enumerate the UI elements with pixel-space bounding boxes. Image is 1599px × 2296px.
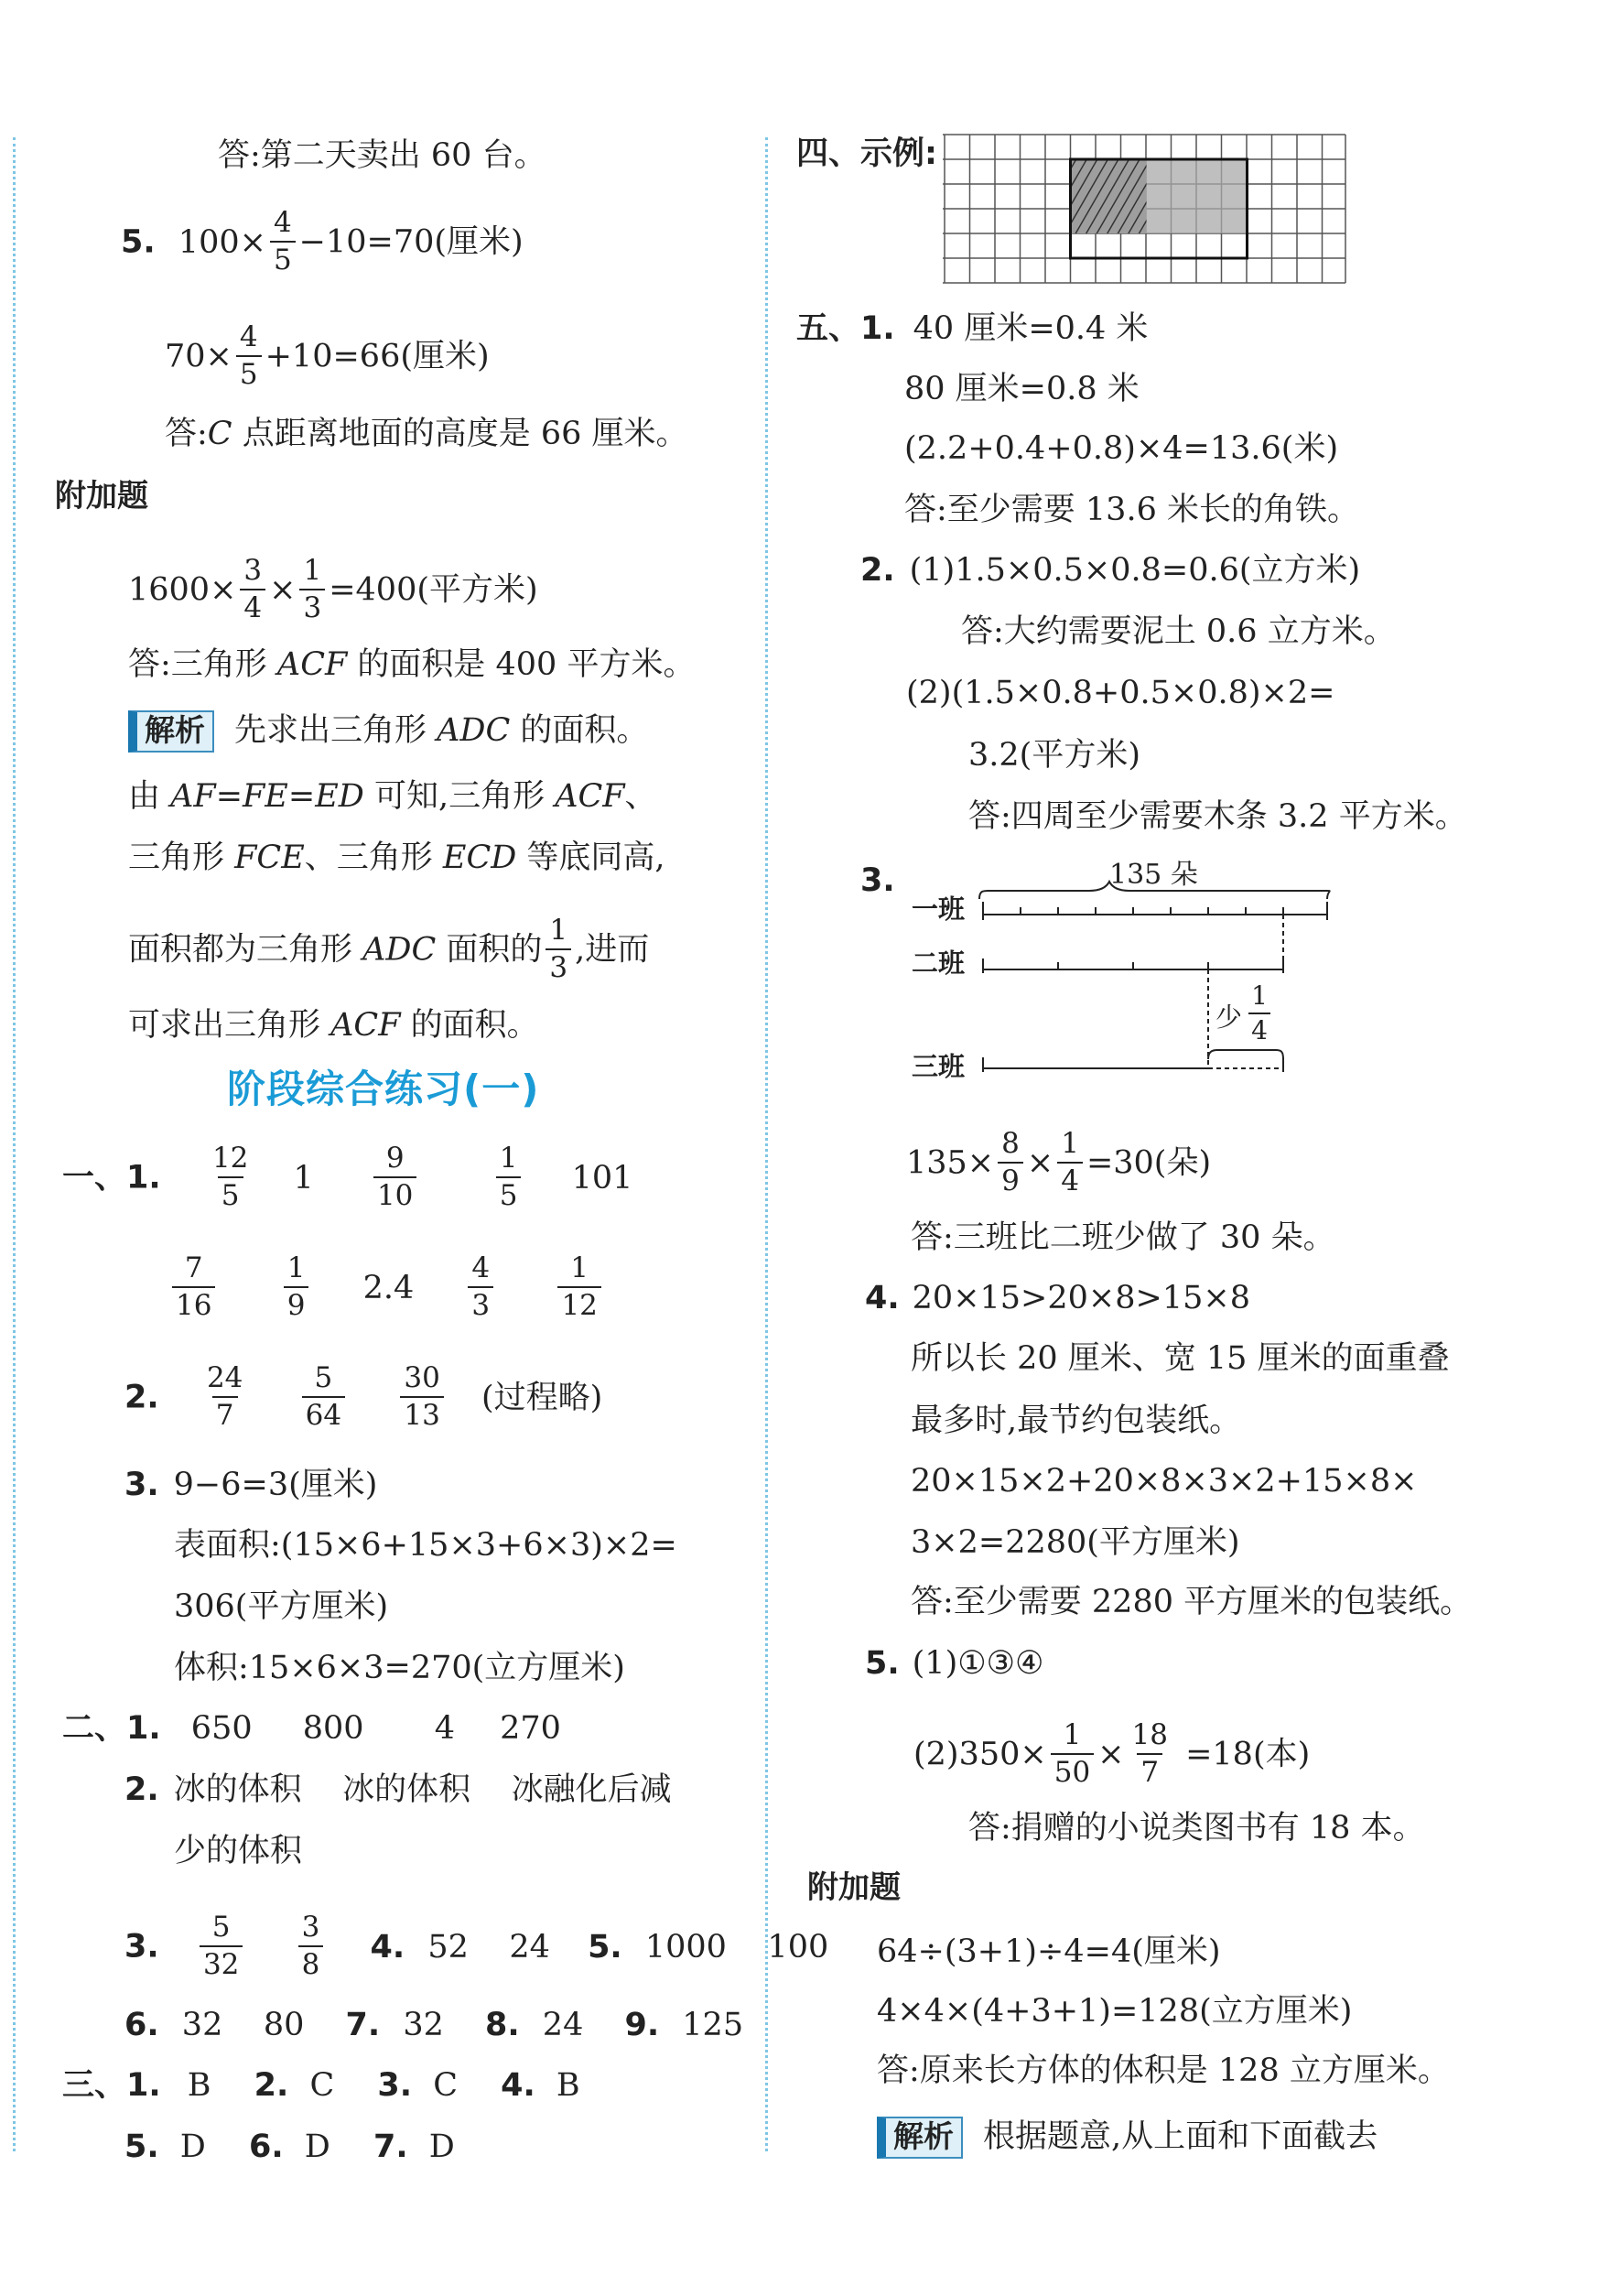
value: 32 bbox=[403, 2007, 444, 2043]
numerator: 1 bbox=[1063, 1718, 1082, 1751]
denominator: 4 bbox=[1057, 1162, 1083, 1196]
s5-q5-line2 bbox=[913, 1718, 1311, 1789]
s5-q4-line1 bbox=[865, 1278, 1250, 1318]
s2-q6-q9 bbox=[124, 2005, 743, 2045]
analysis-tag: 解析 bbox=[128, 710, 214, 753]
expr-text: 306(平方厘米) bbox=[174, 1588, 389, 1625]
bonus-title bbox=[55, 476, 148, 516]
bonus-answer bbox=[128, 644, 695, 685]
numerator: 3 bbox=[301, 1911, 320, 1944]
analysis-line-4 bbox=[128, 914, 650, 984]
answer-text: 答:四周至少需要木条 3.2 平方米。 bbox=[968, 798, 1467, 835]
s5-q4-line2 bbox=[911, 1338, 1450, 1379]
numerator: 1 bbox=[570, 1251, 589, 1284]
answer-text: 答: bbox=[165, 416, 208, 452]
numerator: 18 bbox=[1131, 1718, 1168, 1751]
triangle-label: ACF bbox=[330, 1007, 401, 1044]
analysis-tag: 解析 bbox=[877, 2117, 963, 2159]
bonus-title-text: 附加题 bbox=[55, 478, 148, 514]
right-bonus-line3 bbox=[877, 2051, 1450, 2091]
fraction bbox=[284, 1251, 309, 1322]
right-bonus-line2 bbox=[877, 1991, 1352, 2031]
question-number: 一、1. bbox=[62, 1159, 161, 1197]
analysis-text: 、 bbox=[624, 778, 657, 815]
numerator: 12 bbox=[211, 1142, 249, 1175]
hatched-rect bbox=[1071, 159, 1147, 233]
answer-line bbox=[218, 135, 546, 176]
numerator: 5 bbox=[314, 1361, 333, 1394]
question-number: 三、1. bbox=[62, 2067, 161, 2104]
answer-text: 答:第二天卖出 60 台。 bbox=[218, 137, 546, 174]
triangle-label: ADC bbox=[362, 931, 437, 969]
answer-text: 的面积是 400 平方米。 bbox=[347, 646, 696, 683]
expr-text: 20×15×2+20×8×3×2+15×8× bbox=[911, 1463, 1418, 1500]
fraction bbox=[373, 1144, 416, 1210]
answer-text: 答:原来长方体的体积是 128 立方厘米。 bbox=[877, 2052, 1450, 2089]
expr-text: =400(平方米) bbox=[329, 571, 538, 609]
choice-answer: D bbox=[428, 2128, 455, 2165]
less-label: 少 bbox=[1215, 1002, 1243, 1033]
s3-row2 bbox=[124, 2127, 455, 2167]
question-number: 3. bbox=[124, 1467, 159, 1503]
numerator: 1 bbox=[499, 1142, 518, 1175]
point-label: C bbox=[207, 416, 232, 452]
s1-q3-line4 bbox=[174, 1648, 625, 1688]
fraction bbox=[496, 1144, 522, 1210]
question-number: 6. bbox=[249, 2128, 284, 2165]
analysis-text: 的面积。 bbox=[510, 712, 649, 749]
value: 650 bbox=[190, 1710, 253, 1747]
answer-text: 冰的体积 冰的体积 冰融化后减 bbox=[173, 1771, 672, 1808]
class1-bar bbox=[983, 902, 1327, 920]
s5-q4-line6 bbox=[911, 1582, 1472, 1622]
answer-text: 少的体积 bbox=[174, 1833, 303, 1869]
fraction bbox=[1051, 1718, 1094, 1789]
question-number: 2. bbox=[860, 552, 895, 589]
expr-text: (1)①③④ bbox=[912, 1645, 1044, 1682]
s1-q3-line3 bbox=[174, 1587, 388, 1627]
expr-text: 3×2=2280(平方厘米) bbox=[911, 1524, 1240, 1561]
analysis-text: 的面积。 bbox=[400, 1007, 539, 1044]
analysis-text: 、三角形 bbox=[304, 839, 443, 876]
answer-text: 答:大约需要泥土 0.6 立方米。 bbox=[961, 613, 1396, 650]
choice-answer: B bbox=[187, 2067, 211, 2104]
expr-text: 3.2(平方米) bbox=[968, 737, 1140, 774]
q5-answer bbox=[165, 414, 688, 454]
s5-q5-answer bbox=[968, 1808, 1425, 1848]
answer-text: 答:三班比二班少做了 30 朵。 bbox=[911, 1219, 1335, 1256]
numerator: 8 bbox=[1001, 1127, 1020, 1160]
denominator: 16 bbox=[172, 1286, 215, 1320]
right-bonus-title bbox=[807, 1868, 901, 1908]
s5-q4-line3 bbox=[911, 1401, 1241, 1441]
s1-q3-line2 bbox=[174, 1525, 677, 1565]
value: 1000 100 bbox=[644, 1928, 829, 1966]
class2-bar bbox=[983, 958, 1283, 973]
question-number: 2. bbox=[254, 2067, 289, 2104]
value: 4 bbox=[434, 1710, 455, 1747]
denominator: 8 bbox=[298, 1945, 324, 1979]
expr-text: (1)1.5×0.5×0.8=0.6(立方米) bbox=[909, 552, 1361, 589]
denominator: 3 bbox=[299, 589, 325, 623]
answer-text: 答:至少需要 2280 平方厘米的包装纸。 bbox=[911, 1584, 1473, 1620]
value: 32 80 bbox=[181, 2007, 305, 2043]
analysis-line-2 bbox=[128, 776, 657, 817]
expr-text: 20×15>20×8>15×8 bbox=[912, 1280, 1250, 1316]
analysis-text: 可求出三角形 bbox=[128, 1007, 331, 1044]
s5-q4-line5 bbox=[911, 1522, 1240, 1563]
fraction bbox=[546, 916, 571, 982]
section-title bbox=[227, 1069, 539, 1110]
s5-q3-number bbox=[860, 861, 895, 901]
fraction bbox=[468, 1251, 493, 1322]
question-number: 5. bbox=[121, 223, 156, 261]
value: 24 bbox=[542, 2007, 584, 2043]
numerator: 3 bbox=[243, 554, 263, 587]
expr-text: 135× bbox=[906, 1144, 995, 1182]
answer-text: 答:至少需要 13.6 米长的角铁。 bbox=[904, 492, 1359, 528]
left-margin-line bbox=[13, 137, 16, 2151]
s5-q3-line1 bbox=[906, 1127, 1212, 1197]
denominator: 5 bbox=[496, 1176, 522, 1210]
denominator: 9 bbox=[284, 1286, 309, 1320]
analysis-text: 面积的 bbox=[436, 931, 543, 969]
note-text: (过程略) bbox=[481, 1379, 603, 1416]
expr-text: (2)(1.5×0.8+0.5×0.8)×2= bbox=[906, 675, 1335, 711]
s5-q1-line1 bbox=[796, 309, 1148, 349]
fraction bbox=[203, 1361, 246, 1432]
expr-text: 所以长 20 厘米、宽 15 厘米的面重叠 bbox=[911, 1340, 1450, 1377]
denominator: 13 bbox=[400, 1396, 443, 1430]
s2-q2-line1 bbox=[124, 1770, 672, 1810]
analysis-text: ,进而 bbox=[575, 931, 650, 969]
answer-text: 答:三角形 bbox=[128, 646, 277, 683]
fraction bbox=[302, 1361, 345, 1432]
section-label: 四、示例: bbox=[796, 135, 937, 172]
triangle-label: ADC bbox=[437, 712, 511, 749]
denominator: 10 bbox=[373, 1176, 416, 1210]
expr-text: 70× bbox=[165, 338, 232, 375]
numerator: 30 bbox=[404, 1361, 440, 1394]
question-number: 3. bbox=[124, 1928, 159, 1966]
bonus-title-text: 附加题 bbox=[807, 1869, 901, 1906]
numerator: 9 bbox=[385, 1142, 405, 1175]
question-number: 五、1. bbox=[796, 310, 895, 347]
s1-q3-line1 bbox=[124, 1465, 377, 1505]
s1-q1-row2 bbox=[168, 1251, 605, 1322]
class3-bar bbox=[983, 1057, 1283, 1072]
right-analysis-line1 bbox=[877, 2117, 1378, 2159]
s1-q2 bbox=[124, 1361, 603, 1432]
question-number: 7. bbox=[345, 2007, 381, 2043]
expr-text: 9−6=3(厘米) bbox=[173, 1467, 378, 1503]
total-label: 135 朵 bbox=[1109, 859, 1198, 891]
less-fraction-denominator: 4 bbox=[1251, 1015, 1268, 1045]
question-number: 二、1. bbox=[62, 1710, 161, 1747]
q5-line-1 bbox=[121, 206, 524, 276]
numerator: 4 bbox=[239, 320, 258, 353]
fraction bbox=[270, 206, 296, 276]
class3-label: 三班 bbox=[912, 1051, 966, 1082]
times-sign: × bbox=[269, 571, 297, 609]
expr-text: 1600× bbox=[128, 571, 237, 609]
triangle-label: FCE bbox=[234, 839, 305, 876]
analysis-line-1 bbox=[128, 710, 648, 753]
expr-text: 40 厘米=0.4 米 bbox=[913, 310, 1149, 347]
expr-text: (2.2+0.4+0.8)×4=13.6(米) bbox=[904, 430, 1339, 467]
fraction bbox=[557, 1251, 600, 1322]
fraction bbox=[200, 1913, 243, 1979]
s4-label bbox=[796, 134, 937, 174]
question-number: 6. bbox=[124, 2007, 159, 2043]
value: 1 bbox=[293, 1159, 314, 1197]
analysis-text: 可知,三角形 bbox=[363, 778, 556, 815]
expr-text: 100× bbox=[178, 223, 266, 261]
triangle-label: ACF bbox=[276, 646, 348, 683]
fraction bbox=[236, 320, 262, 391]
fraction bbox=[299, 554, 325, 624]
analysis-line-5 bbox=[128, 1005, 539, 1045]
less-fraction-numerator: 1 bbox=[1251, 980, 1268, 1011]
question-number: 4. bbox=[370, 1928, 405, 1966]
choice-answer: B bbox=[556, 2067, 580, 2104]
s5-q2-line5 bbox=[968, 796, 1467, 837]
question-number: 5. bbox=[124, 2128, 159, 2165]
denominator: 3 bbox=[468, 1286, 493, 1320]
value: 800 bbox=[302, 1710, 364, 1747]
numerator: 4 bbox=[273, 206, 292, 239]
analysis-line-3 bbox=[128, 838, 665, 878]
question-number: 2. bbox=[124, 1379, 159, 1416]
answer-text: 点距离地面的高度是 66 厘米。 bbox=[232, 416, 688, 452]
choice-answer: D bbox=[179, 2128, 206, 2165]
denominator: 5 bbox=[270, 241, 296, 275]
fraction bbox=[172, 1251, 215, 1322]
segment-equation: AF=FE=ED bbox=[170, 778, 364, 815]
fraction bbox=[1129, 1718, 1172, 1789]
triangle-label: ECD bbox=[442, 839, 517, 876]
question-number: 4. bbox=[865, 1280, 900, 1316]
choice-answer: C bbox=[433, 2067, 458, 2104]
expr-text: 体积:15×6×3=270(立方厘米) bbox=[174, 1650, 625, 1686]
s5-q2-line3 bbox=[906, 673, 1334, 713]
fraction bbox=[209, 1144, 252, 1210]
question-number: 5. bbox=[588, 1928, 622, 1966]
denominator: 7 bbox=[212, 1396, 238, 1430]
expr-text: −10=70(厘米) bbox=[298, 223, 524, 261]
numerator: 7 bbox=[184, 1251, 203, 1284]
value: 270 bbox=[500, 1710, 561, 1747]
denominator: 5 bbox=[218, 1176, 243, 1210]
fraction bbox=[1057, 1127, 1083, 1197]
question-number: 7. bbox=[373, 2128, 408, 2165]
analysis-text: 面积都为三角形 bbox=[128, 931, 363, 969]
s2-q1 bbox=[62, 1708, 561, 1749]
grid-example-figure bbox=[943, 133, 1350, 288]
question-number: 4. bbox=[501, 2067, 535, 2104]
s2-q3-q5 bbox=[124, 1911, 829, 1981]
value: 52 24 bbox=[427, 1928, 550, 1966]
answer-text: 答:捐赠的小说类图书有 18 本。 bbox=[968, 1810, 1425, 1847]
fraction bbox=[400, 1361, 443, 1432]
numerator: 1 bbox=[1061, 1127, 1079, 1160]
denominator: 4 bbox=[240, 589, 265, 623]
question-number: 5. bbox=[865, 1645, 900, 1682]
numerator: 1 bbox=[303, 554, 322, 587]
s2-q2-line2 bbox=[174, 1831, 302, 1871]
value: 101 bbox=[571, 1159, 633, 1197]
s5-q4-line4 bbox=[911, 1461, 1417, 1501]
section-title-text: 阶段综合练习(一) bbox=[227, 1067, 540, 1111]
s5-q2-line2 bbox=[961, 612, 1396, 652]
denominator: 7 bbox=[1137, 1753, 1162, 1787]
value: 125 bbox=[682, 2007, 744, 2043]
bonus-line-1 bbox=[128, 554, 538, 624]
expr-text: 表面积:(15×6+15×3+6×3)×2= bbox=[174, 1527, 677, 1564]
s5-q5-line1 bbox=[865, 1643, 1043, 1684]
fraction bbox=[298, 1913, 324, 1979]
value: 2.4 bbox=[362, 1269, 415, 1306]
denominator: 50 bbox=[1051, 1753, 1094, 1787]
numerator: 5 bbox=[211, 1911, 231, 1944]
s5-q3-answer bbox=[911, 1218, 1335, 1258]
denominator: 64 bbox=[302, 1396, 345, 1430]
s5-q1-line4 bbox=[904, 490, 1359, 530]
choice-answer: D bbox=[304, 2128, 330, 2165]
denominator: 3 bbox=[546, 948, 571, 982]
s3-row1 bbox=[62, 2065, 580, 2106]
denominator: 9 bbox=[998, 1162, 1023, 1196]
q5-line-2 bbox=[165, 320, 490, 391]
question-number: 2. bbox=[124, 1771, 159, 1808]
expr-text: =30(朵) bbox=[1086, 1144, 1212, 1182]
s5-q1-line2 bbox=[904, 369, 1140, 409]
class1-label: 一班 bbox=[912, 893, 966, 925]
segment-diagram bbox=[906, 856, 1336, 1085]
analysis-text: 等底同高, bbox=[516, 839, 665, 876]
question-number: 9. bbox=[624, 2007, 660, 2043]
numerator: 4 bbox=[471, 1251, 491, 1284]
analysis-text: 根据题意,从上面和下面截去 bbox=[983, 2118, 1378, 2155]
choice-answer: C bbox=[309, 2067, 335, 2104]
expr-text: 最多时,最节约包装纸。 bbox=[911, 1403, 1242, 1439]
numerator: 24 bbox=[206, 1361, 243, 1394]
expr-text: 4×4×(4+3+1)=128(立方厘米) bbox=[877, 1993, 1353, 2030]
expr-text: 80 厘米=0.8 米 bbox=[904, 371, 1140, 407]
denominator: 32 bbox=[200, 1945, 243, 1979]
fraction bbox=[240, 554, 265, 624]
center-divider-line bbox=[765, 137, 768, 2151]
expr-text: (2)350× bbox=[913, 1736, 1047, 1773]
class2-label: 二班 bbox=[912, 948, 966, 979]
question-number: 3. bbox=[860, 862, 895, 899]
fraction bbox=[998, 1127, 1023, 1197]
question-number: 3. bbox=[377, 2067, 413, 2104]
analysis-text: 三角形 bbox=[128, 839, 235, 876]
expr-text: +10=66(厘米) bbox=[265, 338, 490, 375]
s5-q1-line3 bbox=[904, 428, 1338, 469]
triangle-label: ACF bbox=[555, 778, 625, 815]
s5-q2-line4 bbox=[968, 735, 1140, 775]
s1-q1-row1 bbox=[62, 1142, 633, 1212]
s5-q2-line1 bbox=[860, 550, 1360, 590]
analysis-text: 由 bbox=[128, 778, 171, 815]
times-sign: × bbox=[1026, 1144, 1054, 1182]
denominator: 12 bbox=[557, 1286, 600, 1320]
right-bonus-line1 bbox=[877, 1932, 1221, 1972]
denominator: 5 bbox=[236, 355, 262, 389]
times-sign: × bbox=[1097, 1736, 1125, 1773]
numerator: 1 bbox=[286, 1251, 306, 1284]
question-number: 8. bbox=[485, 2007, 520, 2043]
expr-text: =18(本) bbox=[1174, 1736, 1311, 1773]
numerator: 1 bbox=[549, 914, 568, 947]
less-brace bbox=[1208, 1050, 1283, 1059]
analysis-text: 先求出三角形 bbox=[234, 712, 438, 749]
expr-text: 64÷(3+1)÷4=4(厘米) bbox=[877, 1933, 1221, 1970]
